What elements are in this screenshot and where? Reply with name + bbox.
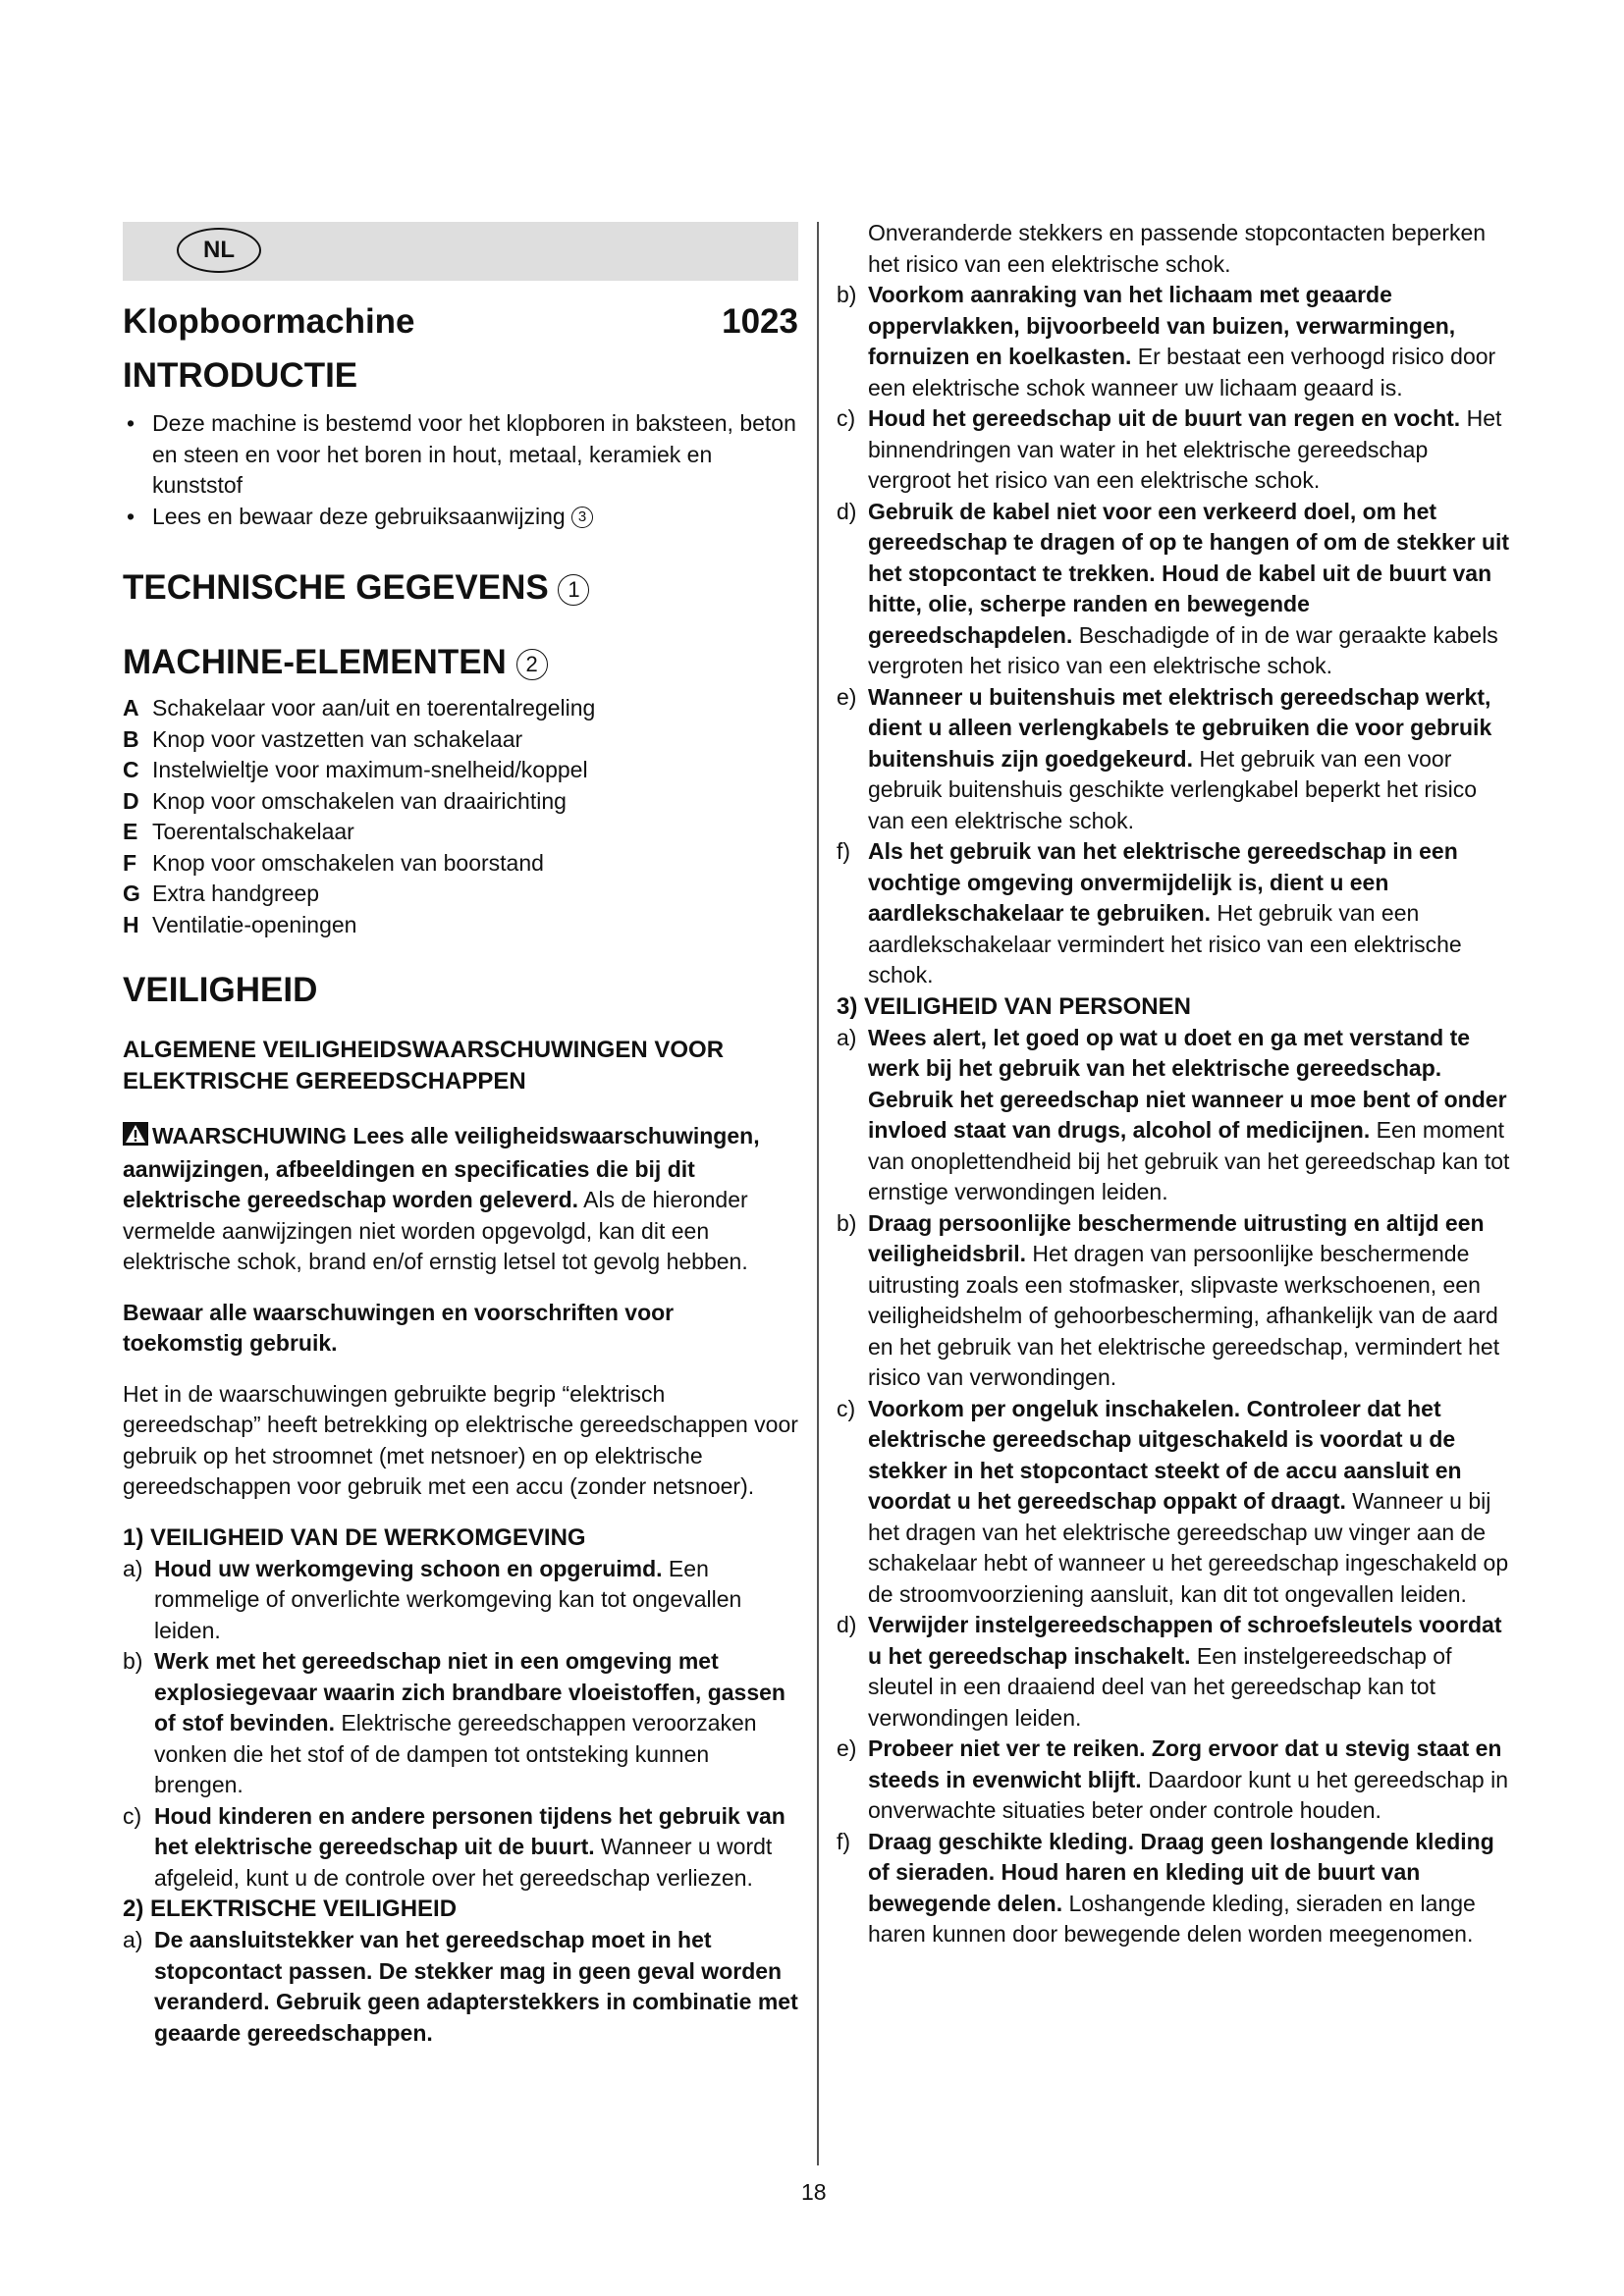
list-item: B Knop voor vastzetten van schakelaar	[123, 725, 523, 752]
tech-heading: TECHNISCHE GEGEVENS 1	[123, 565, 798, 611]
safety-heading: VEILIGHEID	[123, 971, 318, 1009]
figure-ref-badge: 3	[571, 507, 593, 528]
general-warnings-heading: ALGEMENE VEILIGHEIDSWAARSCHUWINGEN VOOR ELEKTRISCHE GEREEDSCHAPPEN	[123, 1037, 725, 1095]
figure-ref-badge: 1	[558, 574, 589, 606]
list-item: • Lees en bewaar deze gebruiksaanwijzing 3	[123, 502, 798, 533]
list-item: f) Draag geschikte kleding. Draag geen loshangende kleding of sieraden. Houd haren en kleding uit de buurt van bewegende delen. Loshangende kleding, sieraden en lange haren kunnen door bewegende delen worden meegenomen.	[837, 1828, 1494, 1947]
list-item: F Knop voor omschakelen van boorstand	[123, 849, 544, 876]
list-item: c) Houd het gereedschap uit de buurt van regen en vocht. Het binnendringen van water in het elektrische gereedschap vergroot het risico van een elektrische schok.	[837, 405, 1502, 493]
list-item: H Ventilatie-openingen	[123, 911, 357, 937]
section-1-list	[123, 1554, 798, 1895]
list-item: C Instelwieltje voor maximum-snelheid/koppel	[123, 757, 588, 782]
list-item: a) Wees alert, let goed op wat u doet en ga met verstand te werk bij het gebruik van het elektrische gereedschap. Gebruik het gereedschap niet wanneer u moe bent of onder invloed staat van drugs, alcohol of medicijnen. Een moment van onoplettendheid bij het gebruik van het gereedschap kan tot ernstige verwondingen leiden.	[837, 1024, 1510, 1204]
list-item: G Extra handgreep	[123, 881, 320, 906]
section-1-heading: 1) VEILIGHEID VAN DE WERKOMGEVING	[123, 1523, 586, 1551]
product-title: Klopboormachine	[123, 302, 415, 341]
list-item: b) Werk met het gereedschap niet in een omgeving met explosiegevaar waarin zich brandbare vloeistoffen, gassen of stof bevinden. Elektrische gereedschappen veroorzaken vonken die het stof of de dampen tot ontsteking kunnen brengen.	[123, 1648, 785, 1797]
section-2-heading: 2) ELEKTRISCHE VEILIGHEID	[123, 1896, 458, 1922]
language-badge: NL	[177, 228, 261, 273]
list-item: • Deze machine is bestemd voor het klopboren in baksteen, beton en steen en voor het boren in hout, metaal, keramiek en kunststof	[127, 410, 796, 498]
term-definition: Het in de waarschuwingen gebruikte begrip “elektrisch gereedschap” heeft betrekking op elektrische gereedschappen voor gebruik op het stroomnet (met netsnoer) en op elektrische gereedschappen voor gebruik met een accu (zonder netsnoer).	[123, 1380, 798, 1499]
keep-instructions: Bewaar alle waarschuwingen en voorschriften voor toekomstig gebruik.	[123, 1299, 675, 1356]
list-item: d) Gebruik de kabel niet voor een verkeerd doel, om het gereedschap te dragen of op te hangen of om de stekker uit het stopcontact te trekken. Houd de kabel uit de buurt van hitte, olie, scherpe randen en bewegende gereedschapdelen. Beschadigde of in de war geraakte kabels vergroten het risico van een elektrische schok.	[837, 498, 1510, 678]
page-number: 18	[801, 2179, 827, 2205]
model-number: 1023	[722, 302, 798, 341]
left-column	[123, 222, 798, 2049]
list-item: b) Voorkom aanraking van het lichaam met geaarde oppervlakken, bijvoorbeeld van buizen, verwarmingen, fornuizen en koelkasten. Er bestaat een verhoogd risico door een elektrische schok wanneer uw lichaam geaard is.	[837, 282, 1496, 400]
section-2-list	[123, 1925, 798, 2049]
section-2-continuation: Onveranderde stekkers en passende stopcontacten beperken het risico van een elektrische schok.	[868, 220, 1487, 277]
list-item: c) Voorkom per ongeluk inschakelen. Controleer dat het elektrische gereedschap uitgeschakeld is voordat u de stekker in het stopcontact steekt of de accu aansluit en voordat u het gereedschap oppakt of draagt. Wanneer u bij het dragen van het elektrische gereedschap uw vinger aan de schakelaar hebt of wanneer u het gereedschap ingeschakeld op de stroomvoorziening aansluit, kan dit tot ongevallen leiden.	[837, 1395, 1509, 1607]
section-2-list-continued	[837, 280, 1514, 991]
elements-heading: MACHINE-ELEMENTEN 2	[123, 640, 798, 685]
list-item: E Toerentalschakelaar	[123, 819, 354, 844]
list-item: f) Als het gebruik van het elektrische gereedschap in een vochtige omgeving onvermijdelijk is, dient u een aardlekschakelaar te gebruiken. Het gebruik van een aardlekschakelaar vermindert het risico van een elektrische schok.	[837, 838, 1462, 988]
language-bar	[123, 222, 798, 281]
list-item: d) Verwijder instelgereedschappen of schroefsleutels voordat u het gereedschap inschakelt. Een instelgereedschap of sleutel in een draaiend deel van het gereedschap kan tot verwondingen leiden.	[837, 1612, 1502, 1731]
list-item: e) Probeer niet ver te reiken. Zorg ervoor dat u stevig staat en steeds in evenwicht blijft. Daardoor kunt u het gereedschap in onverwachte situaties beter onder controle houden.	[837, 1735, 1508, 1823]
intro-list	[123, 408, 798, 532]
list-item: a) De aansluitstekker van het gereedschap moet in het stopcontact passen. De stekker mag in geen geval worden veranderd. Gebruik geen adapterstekkers in combinatie met geaarde gereedschappen.	[123, 1927, 798, 2046]
section-3-list	[837, 1023, 1514, 1950]
warning-triangle-icon	[123, 1122, 148, 1154]
list-item: A Schakelaar voor aan/uit en toerentalregeling	[123, 695, 596, 721]
section-3-heading: 3) VEILIGHEID VAN PERSONEN	[837, 992, 1191, 1020]
right-column	[837, 222, 1514, 1950]
warning-paragraph: WAARSCHUWING Lees alle veiligheidswaarschuwingen, aanwijzingen, afbeeldingen en specificaties die bij dit elektrische gereedschap worden geleverd. Als de hieronder vermelde aanwijzingen niet worden opgevolgd, kan dit een elektrische schok, brand en/of ernstig letsel tot gevolg hebben.	[123, 1123, 760, 1274]
list-item: e) Wanneer u buitenshuis met elektrisch gereedschap werkt, dient u alleen verlengkabels te gebruiken die voor gebruik buitenshuis zijn goedgekeurd. Het gebruik van een voor gebruik buitenshuis geschikte verlengkabel beperkt het risico van een elektrische schok.	[837, 683, 1492, 833]
list-item: c) Houd kinderen en andere personen tijdens het gebruik van het elektrische gereedschap uit de buurt. Wanneer u wordt afgeleid, kunt u de controle over het gereedschap verliezen.	[123, 1802, 785, 1891]
title-row	[123, 300, 798, 344]
list-item: a) Houd uw werkomgeving schoon en opgeruimd. Een rommelige of onverlichte werkomgeving kan tot ongevallen leiden.	[123, 1555, 742, 1643]
list-item: D Knop voor omschakelen van draairichting	[123, 787, 567, 814]
figure-ref-badge: 2	[516, 649, 548, 680]
list-item: b) Draag persoonlijke beschermende uitrusting en altijd een veiligheidsbril. Het dragen van persoonlijke beschermende uitrusting zoals een stofmasker, slipvaste werkschoenen, een veiligheidshelm of gehoorbescherming, afhankelijk van de aard en het gebruik van het elektrische gereedschap, vermindert het risico van verwondingen.	[837, 1209, 1500, 1390]
elements-list	[123, 693, 798, 940]
column-divider	[817, 222, 819, 2165]
intro-heading: INTRODUCTIE	[123, 356, 358, 395]
